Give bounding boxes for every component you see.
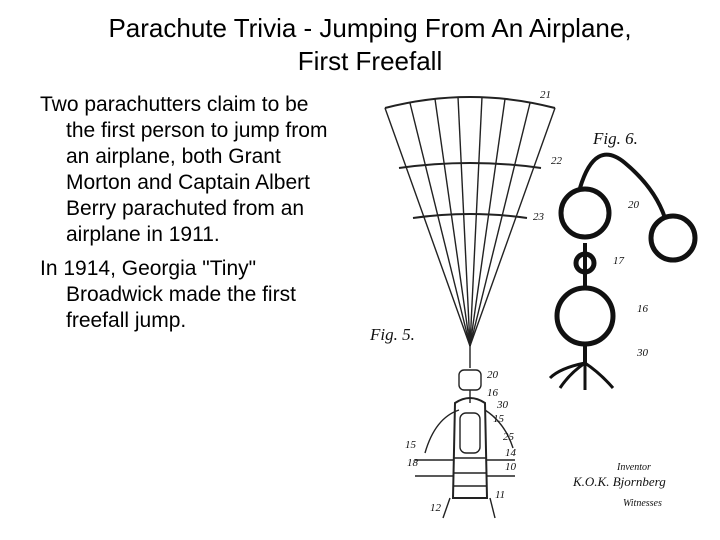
witness-label: Witnesses <box>623 498 662 509</box>
label-12: 12 <box>430 502 441 514</box>
inventor-label: Inventor <box>617 462 651 473</box>
label-17: 17 <box>613 255 624 267</box>
paragraph-freefall: In 1914, Georgia "Tiny" Broadwick made the first freefall jump. <box>40 257 296 332</box>
label-18: 18 <box>407 457 418 469</box>
label-30b: 30 <box>497 399 508 411</box>
parachute-patent-drawing <box>355 78 715 528</box>
label-30a: 30 <box>637 347 648 359</box>
ring-legs <box>550 363 613 390</box>
label-10: 10 <box>505 461 516 473</box>
label-20a: 20 <box>628 199 639 211</box>
slide-title <box>20 12 720 78</box>
label-14: 14 <box>505 447 516 459</box>
label-20b: 20 <box>487 369 498 381</box>
label-23: 23 <box>533 211 544 223</box>
label-16a: 16 <box>637 303 648 315</box>
label-21: 21 <box>540 89 551 101</box>
inventor-name: K.O.K. Bjornberg <box>573 474 666 489</box>
label-16b: 16 <box>487 387 498 399</box>
label-22: 22 <box>551 155 562 167</box>
fig5-label: Fig. 5. <box>370 325 415 344</box>
label-15b: 15 <box>405 439 416 451</box>
parachute-canopy <box>385 97 555 518</box>
label-15a: 15 <box>493 413 504 425</box>
ring-assembly <box>557 155 695 363</box>
paragraph-first-jump: Two parachutters claim to be the first person to jump from an airplane, both Grant Morton and Captain Albert Berry parachuted from an airplane in 1911. <box>40 93 328 246</box>
body-text <box>40 92 340 334</box>
label-11: 11 <box>495 489 506 501</box>
title-line-2: First Freefall <box>297 46 443 76</box>
fig6-label: Fig. 6. <box>593 129 638 148</box>
label-25: 25 <box>503 431 514 443</box>
title-line-1: Parachute Trivia - Jumping From An Airplane, <box>108 13 632 43</box>
